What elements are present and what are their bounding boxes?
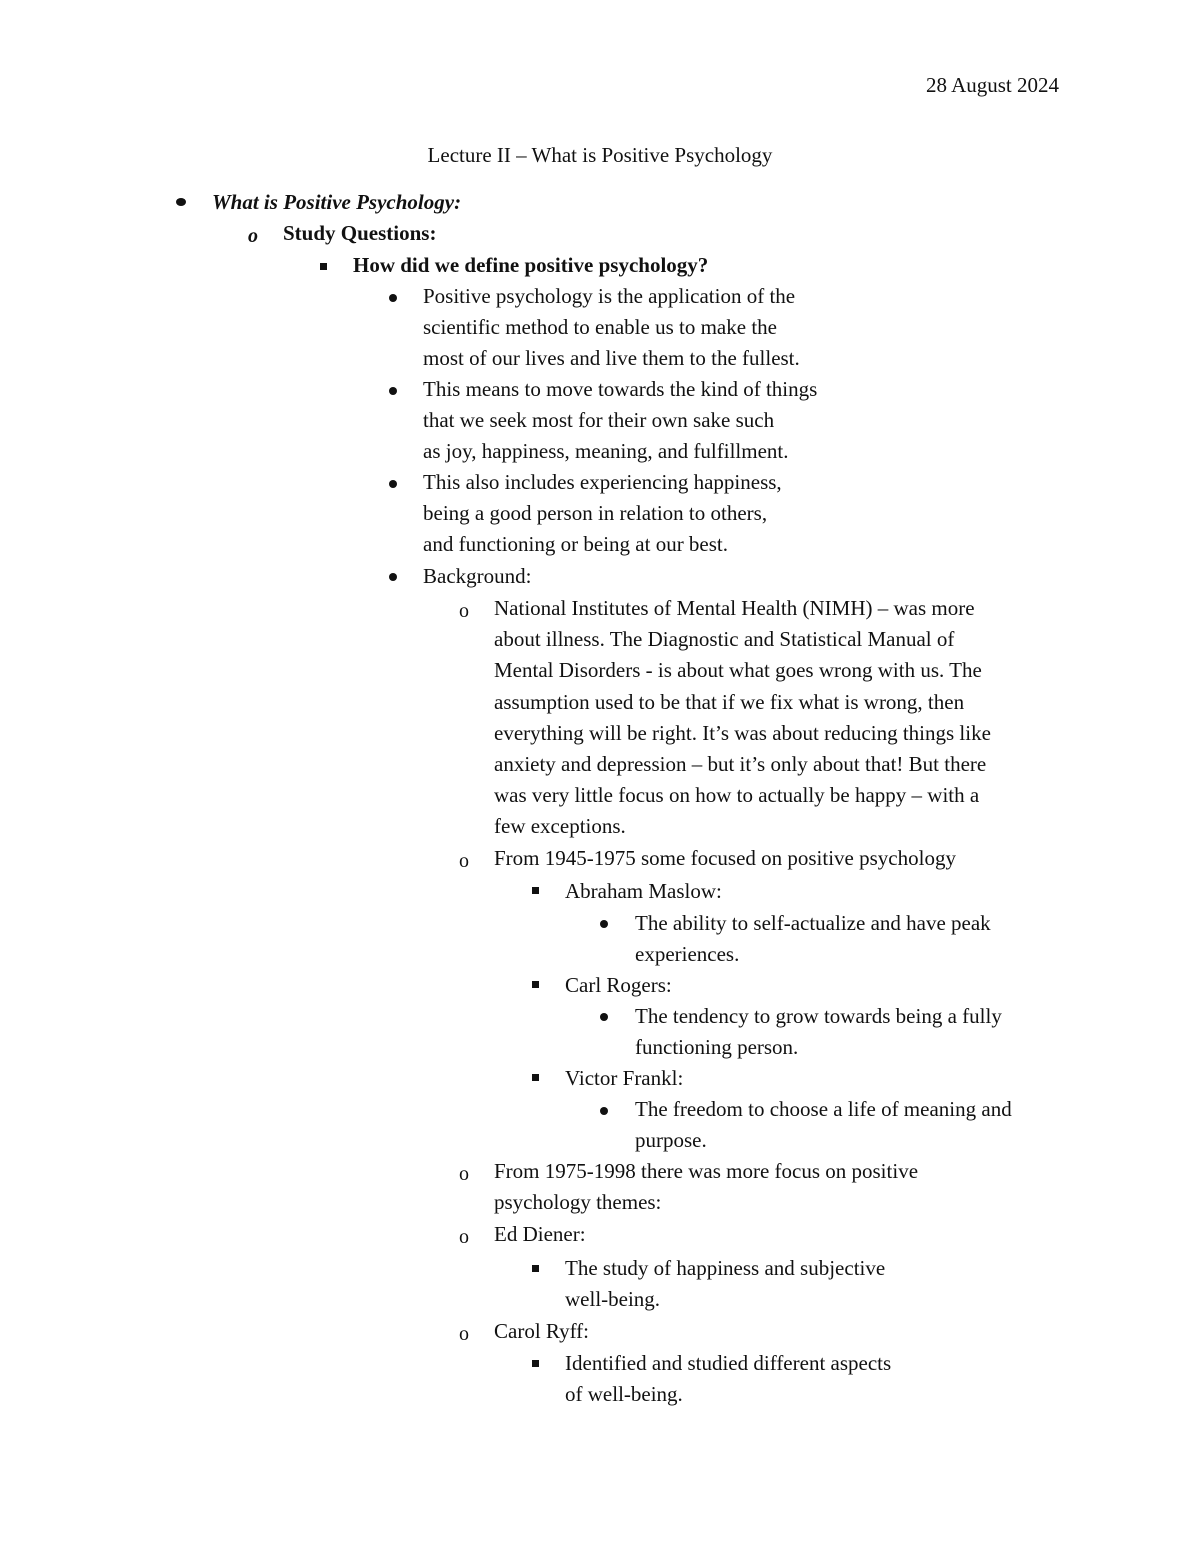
heading-what-is-positive-psychology: What is Positive Psychology: — [212, 190, 462, 214]
document-title: Lecture II – What is Positive Psychology — [427, 143, 773, 167]
person-maslow: Abraham Maslow: — [565, 879, 722, 903]
era-1945-1975: From 1945-1975 some focused on positive psychology — [494, 846, 956, 870]
bullet-square-icon — [532, 1360, 539, 1367]
bullet-disc-icon — [389, 387, 397, 395]
person-diener: Ed Diener: — [494, 1222, 586, 1246]
bullet-disc-icon — [600, 1013, 608, 1021]
meaning-paragraph: This means to move towards the kind of things that we seek most for their own sake such as joy, happiness, meaning, and fulfillment. — [423, 377, 818, 464]
background-label: Background: — [423, 564, 532, 588]
bullet-square-icon — [532, 981, 539, 988]
bullet-square-icon — [532, 887, 539, 894]
nimh-paragraph: National Institutes of Mental Health (NIMH) – was more about illness. The Diagnostic and Statistical Manual of Mental Disorders - is about what goes wrong with us. The assumption used to be that if we fix what is wrong, then everything will be right. It’s was about reducing things like anxiety and depression – but it’s only about that! But there was very little focus on how to actually be happy – with a few exceptions. — [494, 596, 991, 839]
document-date: 28 August 2024 — [925, 73, 1059, 97]
bullet-circle-icon: o — [459, 600, 469, 622]
person-ryff: Carol Ryff: — [494, 1319, 590, 1343]
bullet-square-icon — [532, 1265, 539, 1272]
diener-detail: The study of happiness and subjective well-being. — [565, 1256, 886, 1312]
bullet-circle-icon: o — [459, 1163, 469, 1185]
era-1975-1998: From 1975-1998 there was more focus on positive psychology themes: — [494, 1159, 919, 1215]
bullet-disc-icon — [389, 480, 397, 488]
bullet-square-icon — [532, 1074, 539, 1081]
ryff-detail: Identified and studied different aspects of well-being. — [565, 1351, 892, 1407]
study-questions-label: Study Questions: — [283, 221, 437, 245]
person-frankl: Victor Frankl: — [565, 1066, 684, 1090]
bullet-disc-icon — [389, 573, 397, 581]
question-define-positive-psychology: How did we define positive psychology? — [353, 253, 709, 277]
bullet-circle-icon: o — [459, 850, 469, 872]
includes-paragraph: This also includes experiencing happiness, being a good person in relation to others, and functioning or being at our best. — [423, 470, 782, 557]
bullet-square-icon — [320, 263, 327, 270]
person-rogers: Carl Rogers: — [565, 973, 672, 997]
bullet-disc-icon — [176, 198, 186, 206]
bullet-disc-icon — [389, 294, 397, 302]
rogers-detail: The tendency to grow towards being a fully functioning person. — [635, 1004, 1002, 1060]
definition-paragraph: Positive psychology is the application of the scientific method to enable us to make the most of our lives and live them to the fullest. — [423, 284, 800, 371]
frankl-detail: The freedom to choose a life of meaning and purpose. — [635, 1097, 1012, 1153]
bullet-circle-icon: o — [459, 1323, 469, 1345]
bullet-disc-icon — [600, 920, 608, 928]
bullet-circle-icon: o — [248, 225, 258, 247]
bullet-circle-icon: o — [459, 1226, 469, 1248]
bullet-disc-icon — [600, 1107, 608, 1115]
maslow-detail: The ability to self-actualize and have peak experiences. — [635, 911, 991, 967]
